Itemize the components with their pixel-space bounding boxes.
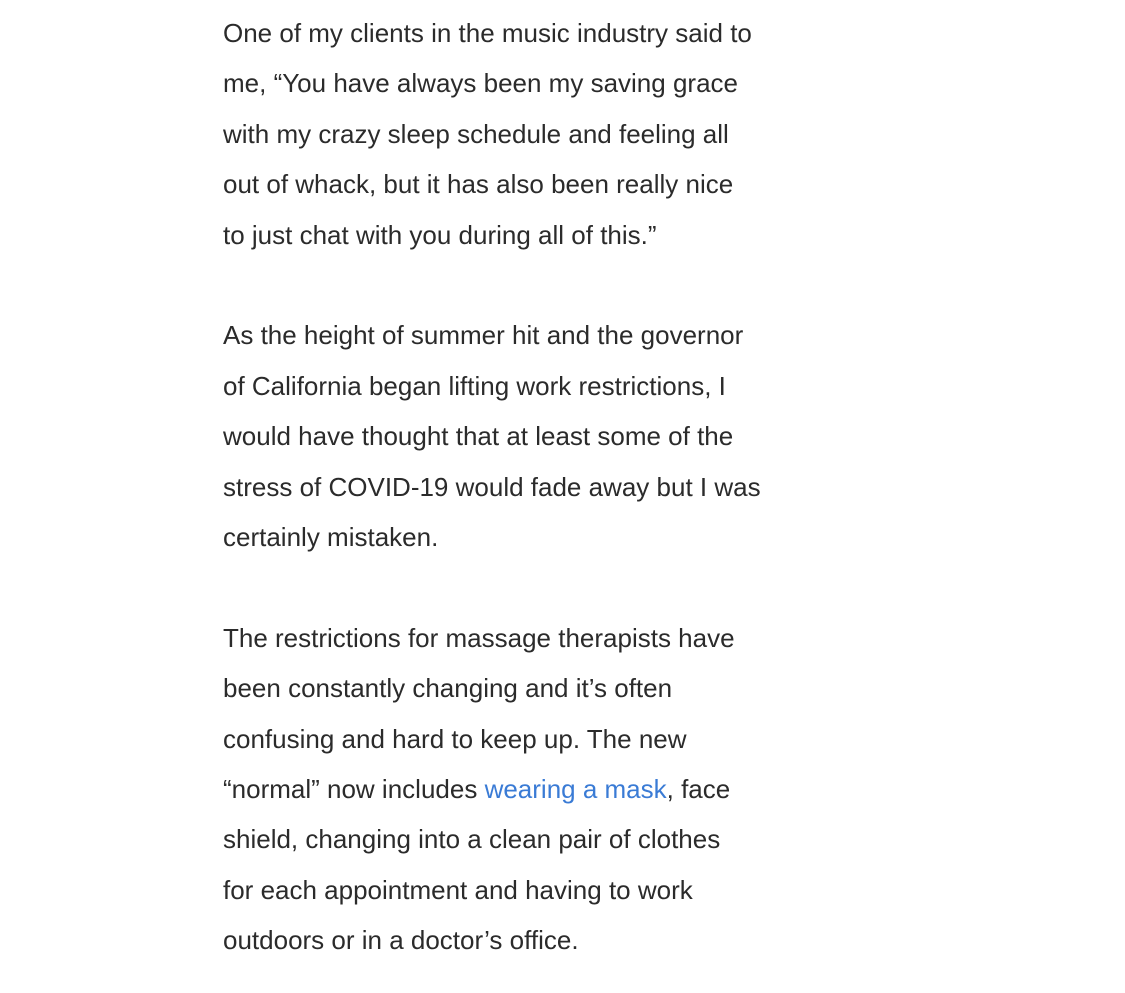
- text-line: shield, changing into a clean pair of clothes: [223, 824, 721, 855]
- text-line: outdoors or in a doctor’s office.: [223, 925, 579, 956]
- text-line: would have thought that at least some of the: [223, 421, 734, 452]
- wearing-a-mask-link[interactable]: wearing a mask: [484, 774, 667, 805]
- text-line: As the height of summer hit and the governor: [223, 320, 744, 351]
- text-segment: “normal” now includes: [223, 774, 485, 805]
- text-line: The restrictions for massage therapists have: [223, 622, 735, 653]
- text-line: out of whack, but it has also been really nice: [223, 169, 734, 200]
- article-body: [223, 8, 823, 966]
- paragraph-summer-restrictions: [223, 310, 823, 562]
- text-line: been constantly changing and it’s often: [223, 673, 673, 704]
- paragraph-new-normal: [223, 613, 823, 966]
- text-line: certainly mistaken.: [223, 522, 439, 553]
- text-line: stress of COVID-19 would fade away but I was: [223, 471, 761, 502]
- text-line: of California began lifting work restrictions, I: [223, 370, 726, 401]
- text-line-with-link: [223, 764, 823, 814]
- paragraph-client-quote: [223, 8, 823, 260]
- text-segment: , face: [666, 774, 731, 805]
- text-line: to just chat with you during all of this.”: [223, 219, 657, 250]
- text-line: with my crazy sleep schedule and feeling all: [223, 118, 729, 149]
- text-line: confusing and hard to keep up. The new: [223, 723, 687, 754]
- text-line: for each appointment and having to work: [223, 874, 693, 905]
- text-line: One of my clients in the music industry said to: [223, 18, 752, 48]
- text-line: me, “You have always been my saving grace: [223, 68, 738, 99]
